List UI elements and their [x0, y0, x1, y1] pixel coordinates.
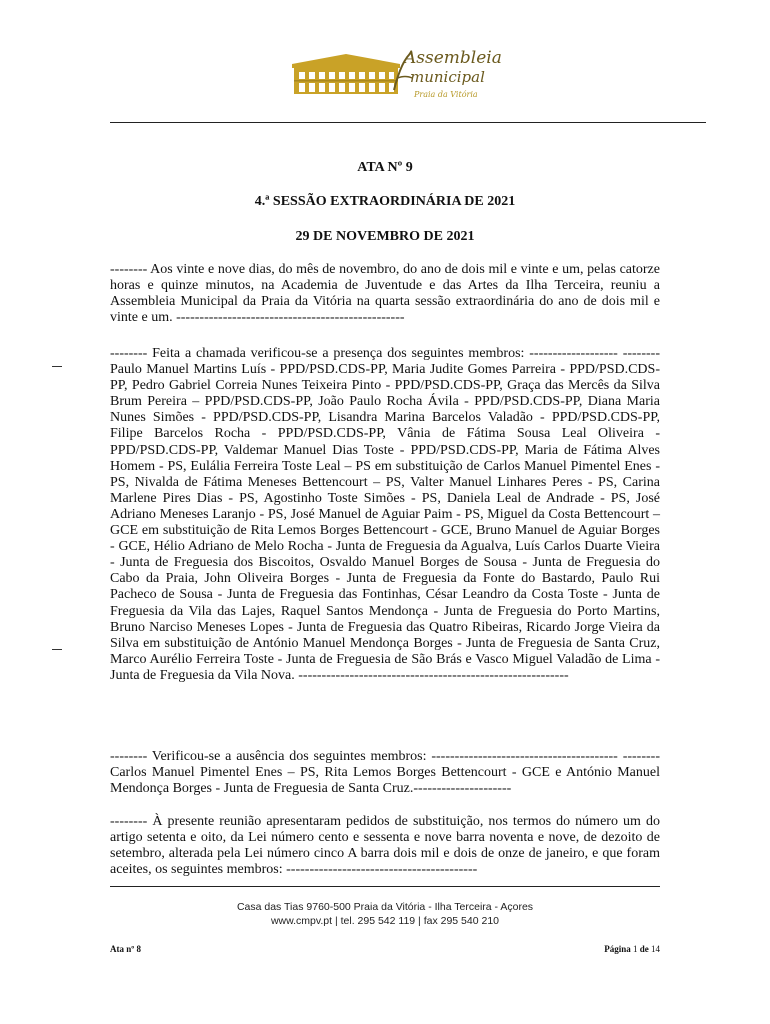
page-of: de	[639, 944, 649, 954]
margin-mark	[52, 649, 62, 650]
opening-paragraph: -------- Aos vinte e nove dias, do mês de novembro, do ano de dois mil e vinte e um, pelas catorze horas e quinze minutos, na Academia de Juventude e das Artes da Ilha Terceira, reuniu a Assembleia Municipal da Praia da Vitória na quarta sessão extraordinária do ano de dois mil e vinte e um. -------------------------------------------------	[110, 262, 660, 326]
logo-place: Praia da Vitória	[414, 90, 478, 99]
attendance-paragraph: -------- Feita a chamada verificou-se a presença dos seguintes membros: ------------------- -------- Paulo Manuel Martins Luís - PPD/PSD.CDS-PP, Maria Judite Gomes Parreira - PPD/PSD.CDS-PP, Pedro Gabriel Correia Nunes Teixeira Pinto - PPD/PSD.CDS-PP, Graça das Mercês da Silva Brum Pereira – PPD/PSD.CDS-PP, João Paulo Rocha Ávila - PPD/PSD.CDS-PP, Diana Maria Nunes Simões - PPD/PSD.CDS-PP, Lisandra Marina Barcelos Valadão - PPD/PSD.CDS-PP, Filipe Barcelos Rocha - PPD/PSD.CDS-PP, Vânia de Fátima Sousa Leal Oliveira - PPD/PSD.CDS-PP, Valdemar Manuel Dias Toste - PPD/PSD.CDS-PP, Maria de Fátima Alves Homem - PS, Eulália Ferreira Toste Leal – PS em substituição de Carlos Manuel Pimentel Enes - PS, Nivalda de Fátima Meneses Bettencourt – PS, Valter Manuel Linhares Peres - PS, Carina Marlene Pires Dias - PS, Agostinho Toste Simões - PS, Daniela Leal de Andrade - PS, José Adriano Meneses Laranjo - PS, José Manuel de Aguiar Paim - PS, Miguel da Costa Bettencourt – GCE em substituição de Rita Lemos Borges Bettencourt - GCE, Bruno Manuel de Aguiar Borges - GCE, Hélio Adriano de Melo Rocha - Junta de Freguesia da Agualva, Luís Carlos Duarte Vieira - Junta de Freguesia dos Biscoitos, Osvaldo Manuel Borges de Sousa - Junta de Freguesia do Cabo da Praia, John Oliveira Borges - Junta de Freguesia da Fonte do Bastardo, Paulo Rui Pacheco de Sousa - Junta de Freguesia das Fontinhas, César Leandro da Costa Toste - Junta de Freguesia da Vila das Lajes, Raquel Santos Mendonça - Junta de Freguesia do Porto Martins, Bruno Narciso Meneses Lopes - Junta de Freguesia das Quatro Ribeiras, Ricardo Jorge Vieira da Silva em substituição de António Manuel Mendonça Borges - Junta de Freguesia de Santa Cruz, Marco Aurélio Ferreira Toste - Junta de Freguesia de São Brás e Vasco Miguel Valadão de Lima - Junta de Freguesia da Vila Nova. ----------------------------------------------------------	[110, 346, 660, 683]
absence-paragraph: -------- Verificou-se a ausência dos seguintes membros: ---------------------------------------- --------Carlos Manuel Pimentel Enes – PS, Rita Lemos Borges Bettencourt - GCE e António Manuel Mendonça Borges - Junta de Freguesia de Santa Cruz.---------------------	[110, 749, 660, 797]
assembleia-logo	[290, 44, 502, 106]
margin-mark	[52, 366, 62, 367]
page-label: Página	[604, 944, 631, 954]
footer-divider	[110, 886, 660, 887]
footer-contacts: www.cmpv.pt | tel. 295 542 119 | fax 295 540 210	[270, 915, 500, 927]
substitution-paragraph: -------- À presente reunião apresentaram pedidos de substituição, nos termos do número um do artigo setenta e oito, da Lei número cento e sessenta e nove barra noventa e nove, de dezoito de setembro, alterada pela Lei número cinco A barra dois mil e dois de onze de janeiro, e que foram aceites, os seguintes membros: -----------------------------------------	[110, 814, 660, 878]
building-emblem-icon	[290, 50, 402, 96]
header-divider	[110, 122, 706, 123]
page-current: 1	[633, 944, 638, 954]
ata-reference: Ata nº 8	[110, 944, 141, 954]
session-title: 4.ª SESSÃO EXTRAORDINÁRIA DE 2021	[254, 194, 516, 209]
page-total: 14	[651, 944, 660, 954]
date-title: 29 DE NOVEMBRO DE 2021	[295, 229, 475, 244]
logo-wordmark	[390, 48, 500, 106]
ata-number-title: ATA Nº 9	[357, 160, 413, 175]
logo-title: Assembleia	[404, 48, 502, 68]
footer-address: Casa das Tias 9760-500 Praia da Vitória - Ilha Terceira - Açores	[236, 901, 534, 913]
page-number	[604, 944, 660, 954]
logo-subtitle: municipal	[410, 68, 485, 86]
